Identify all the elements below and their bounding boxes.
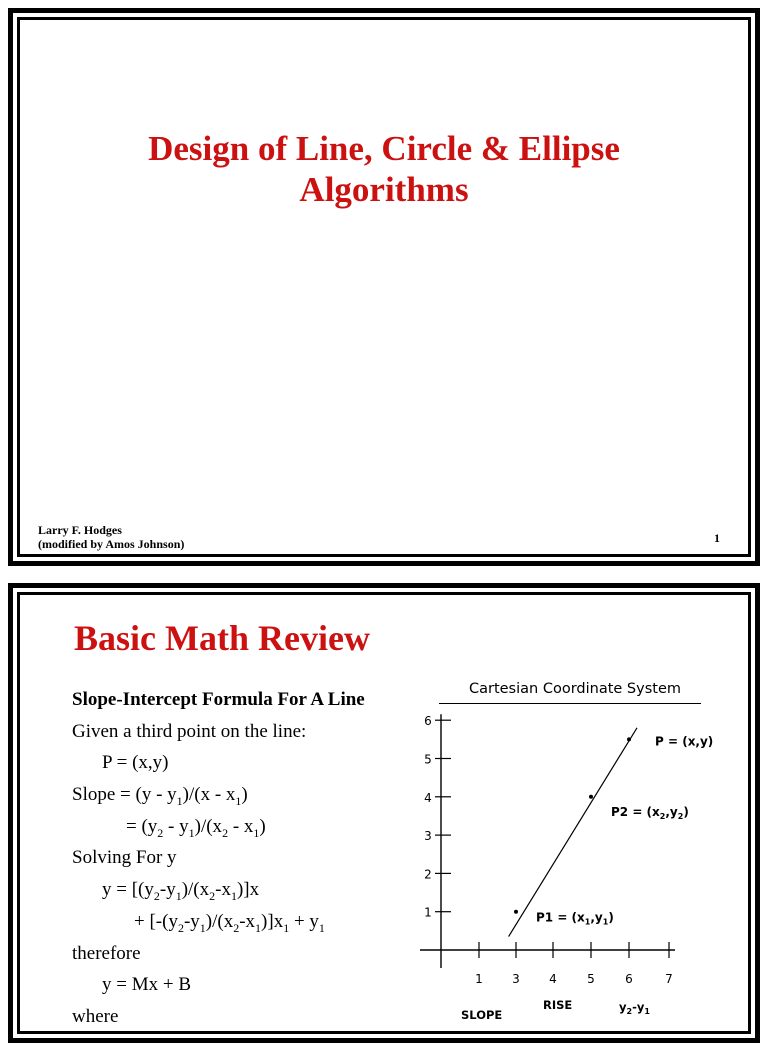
data-point-label: $P2 = (x_2,y_2)$ [611,804,689,821]
body-line-therefore: therefore [72,942,141,964]
slope-label: SLOPE [461,1008,503,1022]
x-tick-label: 4 [549,972,557,986]
data-point [627,737,631,741]
body-line-given: Given a third point on the line: [72,720,307,742]
rise-label: RISE [543,998,573,1012]
chart-title: Cartesian Coordinate System [468,681,681,697]
data-line [509,728,637,937]
slope-intercept-heading: Slope-Intercept Formula For A Line [72,689,365,710]
data-point-label: P = (x,y) [655,734,714,749]
x-tick-label: 6 [625,972,633,986]
data-point [514,910,518,914]
x-tick-label: 7 [665,972,673,986]
x-tick-label: 1 [475,972,483,986]
x-tick-label: 3 [512,972,520,986]
y-tick-label: 4 [424,790,432,805]
body-line-where: where [72,1005,119,1027]
body-line-point: P = (x,y) [102,752,169,774]
slide-1-frame [17,17,751,557]
cartesian-chart [20,595,751,1034]
y-tick-label: 3 [424,829,432,844]
body-line-slope-2: = $(y_2 - y_1)/(x_2 - x_1)$ [126,815,266,840]
slide-1-title [20,128,748,210]
slide-2-frame [17,592,751,1034]
data-point-label: $P1 = (x_1,y_1)$ [536,910,614,927]
slide-1-title-line-2: Algorithms [299,170,469,209]
modified-by: (modified by Amos Johnson) [38,537,185,551]
body-line-solving: Solving For y [72,847,177,869]
y2-minus-y1-label: $y_2-y_1$ [619,1000,650,1016]
slide-1-title-line-1: Design of Line, Circle & Ellipse [148,129,620,168]
x-tick-label: 5 [587,972,595,986]
author-name: Larry F. Hodges [38,523,122,537]
slide-2 [8,583,760,1043]
slide-1 [8,8,760,566]
slide-2-title: Basic Math Review [74,618,370,658]
body-line-y-2: + $[-(y_2-y_1)/(x_2-x_1)]x_1 + y_1$ [134,910,325,935]
data-point [589,795,593,799]
page-number: 1 [714,531,720,545]
body-line-y-1: $y = [(y_2-y_1)/(x_2-x_1)]x$ [102,879,260,903]
y-tick-label: 6 [424,714,432,729]
y-tick-label: 2 [424,867,432,882]
body-line-slope-1: Slope = $(y - y_1)/(x - x_1)$ [72,784,248,808]
body-line-ymxb: y = Mx + B [102,974,191,996]
y-tick-label: 5 [424,752,432,767]
y-tick-label: 1 [424,905,432,920]
slide-1-footer [38,523,184,551]
